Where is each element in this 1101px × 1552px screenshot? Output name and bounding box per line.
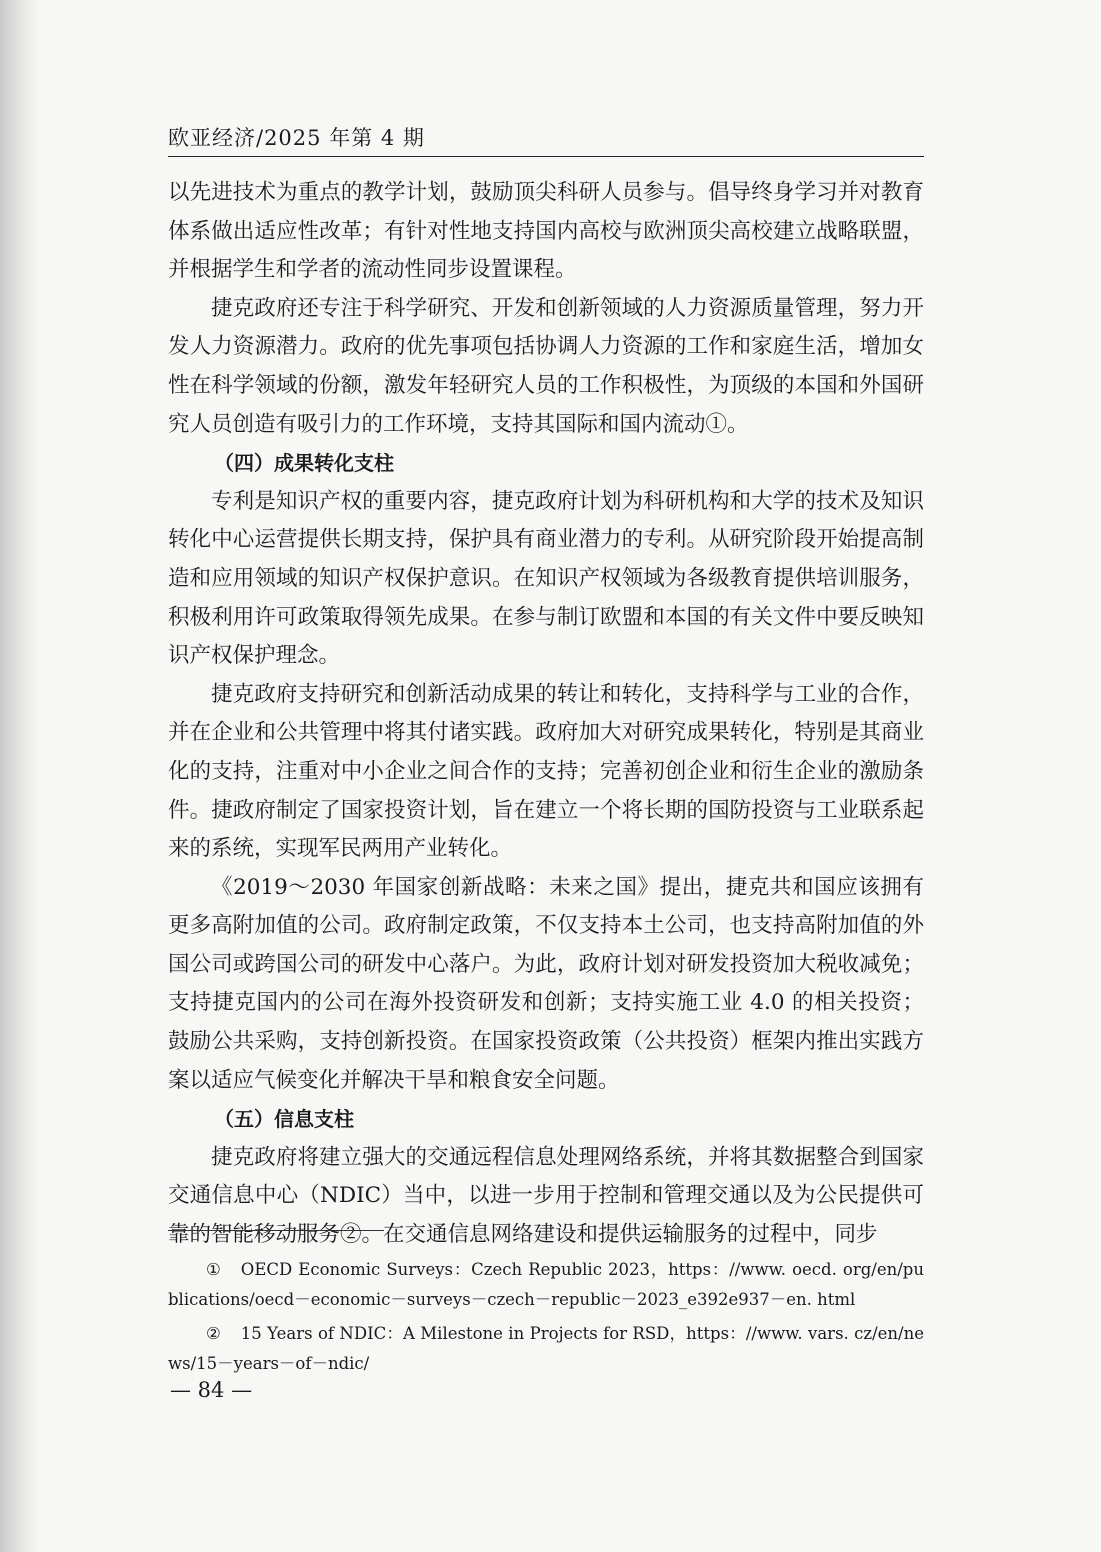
paragraph: 捷克政府支持研究和创新活动成果的转让和转化，支持科学与工业的合作，并在企业和公共管理中将其付诸实践。政府加大对研究成果转化，特别是其商业化的支持，注重对中小企业之间合作的支持；完善初创企业和衍生企业的激励条件。捷政府制定了国家投资计划，旨在建立一个将长期的国防投资与工业联系起来的系统，实现军民两用产业转化。	[168, 681, 924, 862]
paragraph: 捷克政府将建立强大的交通远程信息处理网络系统，并将其数据整合到国家交通信息中心（NDIC）当中，以进一步用于控制和管理交通以及为公民提供可靠的智能移动服务②。在交通信息网络建设和提供运输服务的过程中，同步	[168, 1144, 924, 1248]
running-header: 欧亚经济/2025 年第 4 期	[168, 126, 425, 150]
page-number: — 84 —	[170, 1378, 253, 1402]
section-heading-5: （五）信息支柱	[214, 1107, 354, 1132]
footnote-mark: ①	[206, 1260, 221, 1279]
header-rule	[168, 156, 924, 157]
page-edge-shadow	[0, 0, 40, 1552]
footnotes	[168, 1255, 924, 1383]
footnote-rule	[168, 1230, 384, 1231]
paragraph: 捷克政府还专注于科学研究、开发和创新领域的人力资源质量管理，努力开发人力资源潜力。政府的优先事项包括协调人力资源的工作和家庭生活，增加女性在科学领域的份额，激发年轻研究人员的工作积极性，为顶级的本国和外国研究人员创造有吸引力的工作环境，支持其国际和国内流动①。	[168, 295, 924, 437]
footnote	[168, 1255, 924, 1315]
paragraph: 《2019～2030 年国家创新战略：未来之国》提出，捷克共和国应该拥有更多高附加值的公司。政府制定政策，不仅支持本土公司，也支持高附加值的外国公司或跨国公司的研发中心落户。为此，政府计划对研发投资加大税收减免；支持捷克国内的公司在海外投资研发和创新；支持实施工业 4.0 的相关投资；鼓励公共采购，支持创新投资。在国家投资政策（公共投资）框架内推出实践方案以适应气候变化并解决干旱和粮食安全问题。	[168, 874, 924, 1093]
footnote-text: 15 Years of NDIC：A Milestone in Projects for RSD，https：//www. vars. cz/en/news/15－years－of－ndic/	[168, 1324, 924, 1373]
body-text	[168, 174, 924, 1255]
section-heading-4: （四）成果转化支柱	[214, 451, 394, 476]
paragraph-continued: 以先进技术为重点的教学计划，鼓励顶尖科研人员参与。倡导终身学习并对教育体系做出适应性改革；有针对性地支持国内高校与欧洲顶尖高校建立战略联盟，并根据学生和学者的流动性同步设置课程。	[168, 180, 924, 283]
footnote-text: OECD Economic Surveys：Czech Republic 2023，https：//www. oecd. org/en/publications/oecd－economic－surveys－czech－republic－2023_e392e937－en. html	[168, 1260, 924, 1309]
footnote	[168, 1319, 924, 1379]
footnote-mark: ②	[206, 1324, 221, 1343]
paragraph: 专利是知识产权的重要内容，捷克政府计划为科研机构和大学的技术及知识转化中心运营提供长期支持，保护具有商业潜力的专利。从研究阶段开始提高制造和应用领域的知识产权保护意识。在知识产权领域为各级教育提供培训服务，积极利用许可政策取得领先成果。在参与制订欧盟和本国的有关文件中要反映知识产权保护理念。	[168, 488, 924, 669]
